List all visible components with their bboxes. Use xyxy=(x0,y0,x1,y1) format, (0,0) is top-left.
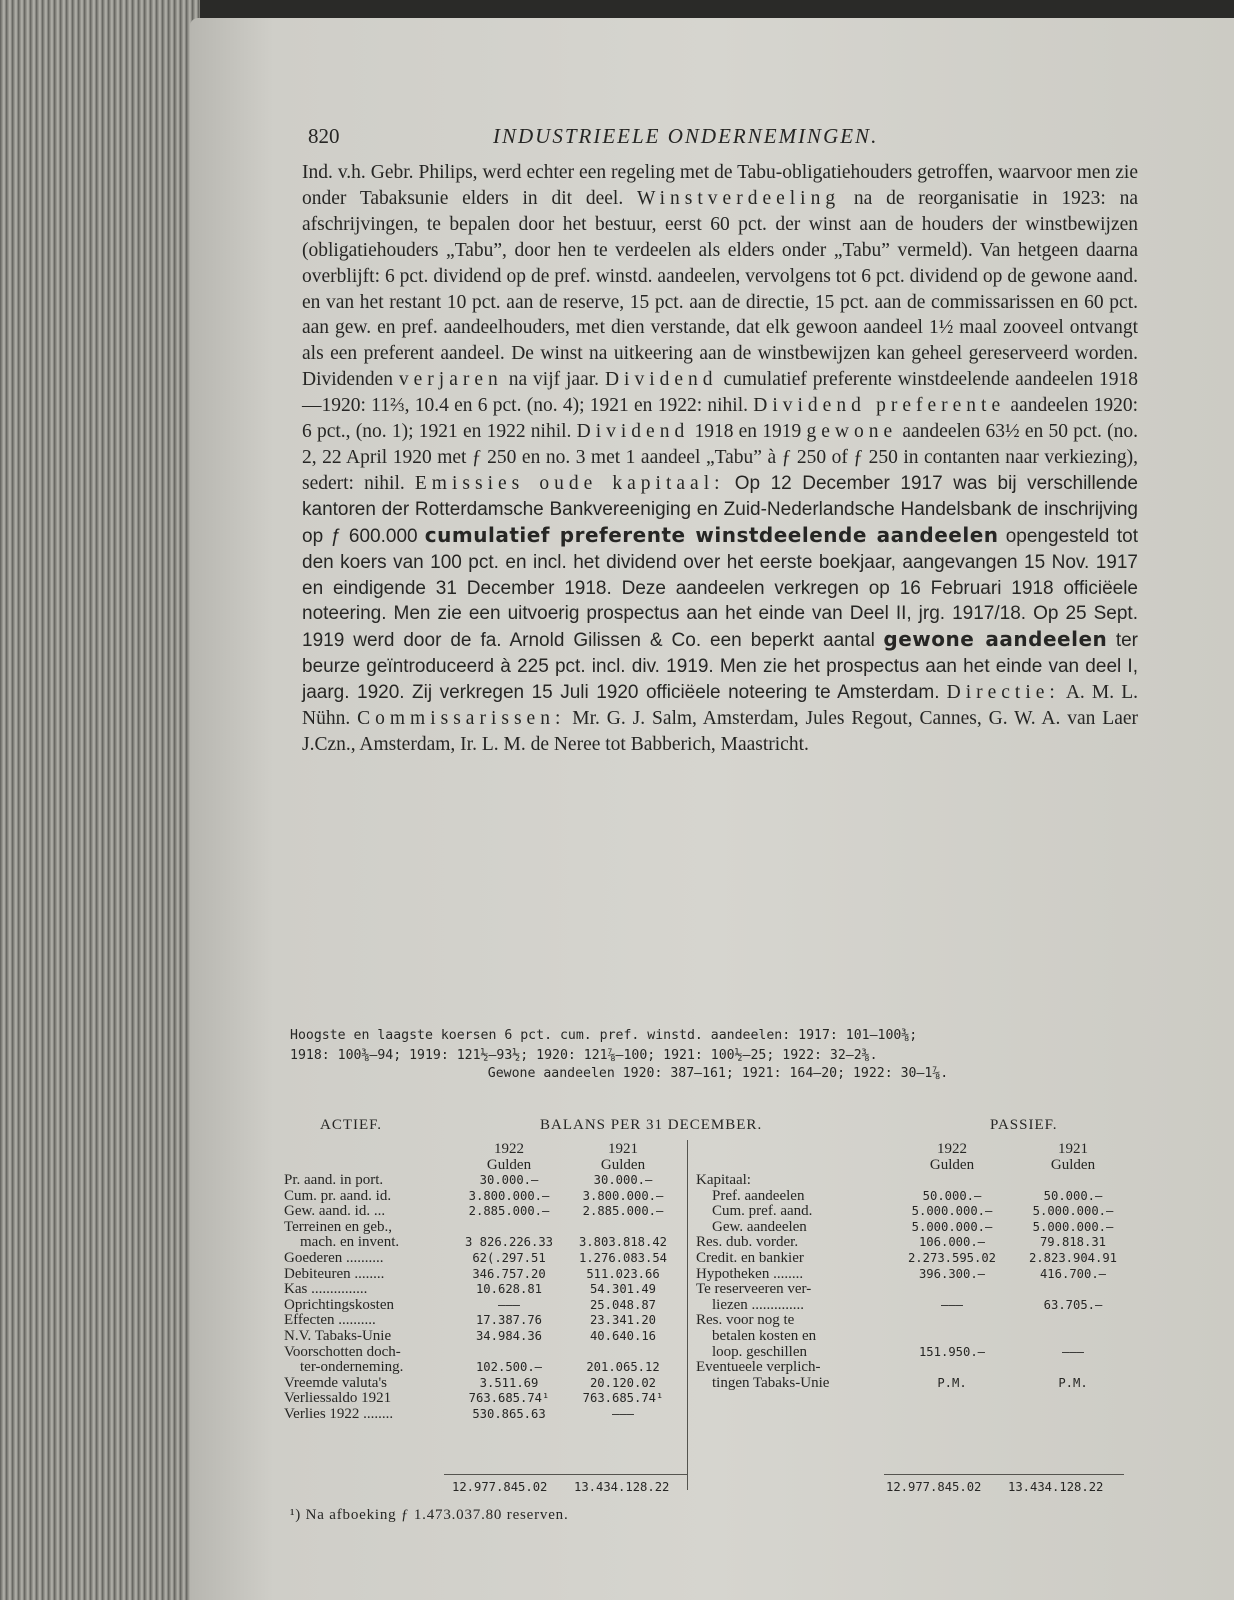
value-1921: 23.341.20 xyxy=(589,1313,657,1328)
value-1922: 530.865.63 xyxy=(472,1406,546,1421)
value-1921: 50.000.— xyxy=(1043,1188,1103,1203)
value-1922: 10.628.81 xyxy=(475,1282,543,1297)
actief-row xyxy=(284,1204,680,1220)
price-quotes-hoogste-cont: 1918: 100⅜—94; 1919: 121½—93½; 1920: 121⅞—100; 1921: 100½—25; 1922: 32—2⅜. xyxy=(290,1048,878,1063)
actief-row xyxy=(284,1189,680,1205)
row-label: N.V. Tabaks-Unie xyxy=(284,1328,392,1344)
value-1921 xyxy=(1012,1329,1134,1345)
row-label: Voorschotten doch- xyxy=(284,1344,401,1360)
value-1922 xyxy=(892,1173,1012,1189)
row-label: Cum. pr. aand. id. xyxy=(284,1188,392,1204)
row-label: Vreemde valuta's xyxy=(284,1375,388,1391)
body-paragraph xyxy=(302,160,1138,758)
value-1922: 2.885.000.— xyxy=(468,1204,550,1219)
footnote-text: Na afboeking ƒ 1.473.037.80 reserven. xyxy=(305,1507,569,1523)
footnote-marker: ¹) xyxy=(290,1507,302,1523)
actief-row xyxy=(284,1360,680,1376)
passief-column-headers xyxy=(696,1142,1134,1173)
balance-sheet xyxy=(284,1118,1134,1538)
row-label: Goederen .......... xyxy=(284,1250,384,1266)
text-segment: Ind. v.h. Gebr. Philips, werd echter een regeling met de Tabu-obligatiehouders getroffen, waarvoor men zie onder Tabaksunie elders in dit deel. xyxy=(302,162,1138,209)
row-label: Verliessaldo 1921 xyxy=(284,1391,392,1407)
row-label: Verlies 1922 ........ xyxy=(284,1406,394,1422)
row-label: Gew. aand. id. ... xyxy=(284,1204,386,1220)
row-label: loop. geschillen xyxy=(712,1344,807,1360)
value-1921: 20.120.02 xyxy=(589,1375,657,1390)
row-label: Te reserveeren ver- xyxy=(696,1282,812,1298)
spaced-heading-commissarissen: Commissarissen: xyxy=(357,708,566,730)
balance-title: BALANS PER 31 DECEMBER. xyxy=(540,1117,763,1133)
year-header: 1922 xyxy=(494,1141,524,1157)
row-label: Credit. en bankier xyxy=(696,1250,804,1266)
actief-row xyxy=(284,1391,680,1407)
value-1922: 151.950.— xyxy=(918,1344,986,1359)
page-number: 820 xyxy=(308,124,340,148)
actief-row xyxy=(284,1235,680,1251)
row-label: Gew. aandeelen xyxy=(712,1219,807,1235)
row-label: Pref. aandeelen xyxy=(712,1188,805,1204)
value-1922: 763.685.74¹ xyxy=(468,1391,550,1406)
passief-row xyxy=(696,1251,1134,1267)
value-1921: 25.048.87 xyxy=(589,1297,657,1312)
total-actief-1921: 13.434.128.22 xyxy=(574,1480,670,1494)
value-1921: ——— xyxy=(611,1406,634,1421)
value-1922: ——— xyxy=(497,1297,520,1312)
value-1922: ——— xyxy=(940,1297,963,1312)
value-1922: 5.000.000.— xyxy=(911,1204,993,1219)
actief-row xyxy=(284,1329,680,1345)
passief-row xyxy=(696,1298,1134,1314)
value-1921 xyxy=(566,1345,680,1361)
footnote xyxy=(290,1507,569,1524)
value-1922: 34.984.36 xyxy=(475,1328,543,1343)
value-1921: 2.823.904.91 xyxy=(1028,1250,1118,1265)
passief-row xyxy=(696,1376,1134,1392)
value-1921: 416.700.— xyxy=(1039,1266,1107,1281)
value-1922 xyxy=(892,1360,1012,1376)
value-1922: 2.273.595.02 xyxy=(907,1250,997,1265)
balance-divider xyxy=(687,1140,688,1490)
value-1921 xyxy=(1012,1173,1134,1189)
total-passief-1921: 13.434.128.22 xyxy=(1008,1480,1104,1494)
row-label: Kapitaal: xyxy=(696,1173,751,1188)
actief-row xyxy=(284,1220,680,1236)
totals-rule-right xyxy=(884,1474,1124,1475)
passief-row xyxy=(696,1173,1134,1189)
value-1921: 1.276.083.54 xyxy=(578,1250,668,1265)
value-1922: 30.000.— xyxy=(479,1173,539,1187)
value-1922 xyxy=(452,1345,566,1361)
passief-row xyxy=(696,1282,1134,1298)
value-1922: 50.000.— xyxy=(922,1188,982,1203)
text-segment: na vijf jaar. xyxy=(508,369,600,391)
value-1922: 346.757.20 xyxy=(472,1266,546,1281)
value-1922: 3.800.000.— xyxy=(468,1188,550,1203)
value-1921: 63.705.— xyxy=(1043,1297,1103,1312)
actief-side xyxy=(284,1142,680,1423)
value-1921: 79.818.31 xyxy=(1039,1235,1107,1250)
text-segment: aandeelen 1920: 6 pct., (no. 1); 1921 en 1922 nihil. xyxy=(302,395,1139,443)
text-segment: Mr. G. J. Salm, Amsterdam, Jules Regout, Cannes, G. W. A. van Laer J.Czn., Amsterdam, Ir. L. M. de Neree tot Babberich, Maastricht. xyxy=(302,708,1139,755)
actief-rows xyxy=(284,1173,680,1423)
passief-row xyxy=(696,1345,1134,1361)
value-1922: 5.000.000.— xyxy=(911,1219,993,1234)
value-1921: 40.640.16 xyxy=(589,1328,657,1343)
text-segment: Op 12 December 1917 was bij verschillende kantoren der Rotterdamsche Bankvereeniging en Zuid-Nederlandsche Handelsbank de inschrijving op ƒ 600.000 xyxy=(302,472,1138,547)
value-1921 xyxy=(1012,1313,1134,1329)
actief-row xyxy=(284,1173,680,1189)
value-1921 xyxy=(1012,1360,1134,1376)
actief-row xyxy=(284,1407,680,1423)
value-1922: 17.387.76 xyxy=(475,1313,543,1328)
text-segment: na de reorganisatie in 1923: na afschrijvingen, te bepalen door het bestuur, eerst 60 pct. der winst aan de houders der winstbewijzen (obligatiehouders „Tabu”, door hen te verdeelen als elders onder „Tabu” vermeld). Van hetgeen daarna overblijft: 6 pct. dividend op de pref. winstd. aandeelen, vervolgens tot 6 pct. dividend op de gewone aand. en van het restant 10 pct. aan de reserve, 15 pct. aan de directie, 15 pct. aan de commissarissen en 60 pct. aan gew. en pref. aandeelhouders, met dien verstande, dat elk gewoon aandeel 1½ maal zooveel ontvangt als een preferent aandeel. De winst na uitkeering aan de winstbewijzen kan geheel gereserveerd worden. Dividenden xyxy=(302,187,1139,391)
row-label: Pr. aand. in port. xyxy=(284,1173,384,1188)
spaced-heading-dividend-preferente: Dividend preferente xyxy=(753,395,1006,417)
actief-row xyxy=(284,1376,680,1392)
value-1922 xyxy=(892,1329,1012,1345)
row-label: Terreinen en geb., xyxy=(284,1219,393,1235)
passief-row xyxy=(696,1267,1134,1283)
value-1921: 5.000.000.— xyxy=(1032,1219,1114,1234)
value-1921: 3.800.000.— xyxy=(582,1188,664,1203)
value-1922: 396.300.— xyxy=(918,1266,986,1281)
actief-row xyxy=(284,1345,680,1361)
spaced-heading-emissies: Emissies oude kapitaal: xyxy=(414,472,725,494)
text-segment: opengesteld tot den koers van 100 pct. en incl. het dividend over het eerste boekjaar, aangevangen 15 Nov. 1917 en eindigende 31 December 1918. Deze aandeelen verkregen op 16 Februari 1918 officiëele noteering. Men zie een uitvoerig prospectus aan het einde van Deel II, jrg. 1917/18. Op 25 Sept. 1919 werd door de fa. Arnold Gilissen & Co. een beperkt aantal xyxy=(302,525,1138,652)
spaced-heading-directie: Directie: xyxy=(946,682,1060,704)
value-1921: 54.301.49 xyxy=(589,1282,657,1297)
passief-row xyxy=(696,1313,1134,1329)
row-label: Debiteuren ........ xyxy=(284,1266,385,1282)
value-1921: 201.065.12 xyxy=(586,1360,660,1375)
row-label: Effecten .......... xyxy=(284,1313,376,1329)
balance-titles xyxy=(284,1118,1134,1138)
value-1921: 5.000.000.— xyxy=(1032,1204,1114,1219)
value-1922 xyxy=(892,1313,1012,1329)
text-segment: 1918 en 1919 xyxy=(694,421,802,443)
spaced-heading-dividend: Dividend xyxy=(604,369,718,391)
row-label: liezen .............. xyxy=(712,1297,805,1313)
value-1922 xyxy=(892,1282,1012,1298)
value-1922: P.M. xyxy=(937,1375,967,1390)
row-label: Res. dub. vorder. xyxy=(696,1235,799,1251)
row-label: Hypotheken ........ xyxy=(696,1266,804,1282)
actief-row xyxy=(284,1298,680,1314)
book-page-edges xyxy=(0,0,200,1600)
text-segment: cumulatief preferente winstdeelende aandeelen 1918—1920: 11⅔, 10.4 en 6 pct. (no. 4); 1921 en 1922: nihil. xyxy=(302,369,1139,417)
price-quotes-hoogste: Hoogste en laagste koersen 6 pct. cum. pref. winstd. aandeelen: 1917: 101—100⅜; xyxy=(290,1028,918,1043)
row-label: Kas ............... xyxy=(284,1282,368,1298)
year-header: 1921 xyxy=(608,1141,638,1157)
totals-rule-left xyxy=(444,1474,688,1475)
bold-heading-gewone-aandeelen: gewone aandeelen xyxy=(883,627,1108,652)
passief-row xyxy=(696,1189,1134,1205)
text-segment: aandeelen 63½ en 50 pct. (no. 2, 22 April 1920 met ƒ 250 en no. 3 met 1 aandeel „Tabu” à ƒ 250 of ƒ 250 in contanten naar verkiezing), sedert: nihil. xyxy=(302,421,1139,494)
passief-side xyxy=(696,1142,1134,1391)
total-passief-1922: 12.977.845.02 xyxy=(886,1480,982,1494)
value-1921: ——— xyxy=(1061,1344,1084,1359)
passief-row xyxy=(696,1360,1134,1376)
text-segment: ter beurze geïntroduceerd à 225 pct. incl. div. 1919. Men zie het prospectus aan het einde van deel I, jaarg. 1920. Zij verkregen 15 Juli 1920 officiëele noteering te Amsterdam. xyxy=(302,630,1139,704)
row-label: Oprichtingskosten xyxy=(284,1297,394,1313)
value-1921 xyxy=(566,1220,680,1236)
bold-heading-cumulatief: cumulatief preferente winstdeelende aandeelen xyxy=(424,522,999,547)
value-1921: P.M. xyxy=(1058,1375,1088,1390)
spaced-heading-gewone: gewone xyxy=(806,421,898,443)
unit-header: Gulden xyxy=(929,1156,975,1173)
value-1922 xyxy=(452,1220,566,1236)
book-page xyxy=(190,18,1234,1600)
spaced-heading-winstverdeeling: Winstverdeeling xyxy=(637,187,841,209)
actief-column-headers xyxy=(284,1142,680,1173)
value-1922: 62(.297.51 xyxy=(472,1250,546,1265)
row-label: betalen kosten en xyxy=(712,1328,817,1344)
passief-title: PASSIEF. xyxy=(990,1117,1058,1133)
row-label: Res. voor nog te xyxy=(696,1313,795,1329)
row-label: ter-onderneming. xyxy=(300,1360,404,1376)
row-label: Eventueele verplich- xyxy=(696,1360,821,1376)
passief-rows xyxy=(696,1173,1134,1391)
year-header: 1922 xyxy=(937,1141,967,1157)
price-quotes-gewone: Gewone aandeelen 1920: 387—161; 1921: 164—20; 1922: 30—1⅞. xyxy=(487,1066,949,1081)
page-header xyxy=(308,106,1208,146)
row-label: Cum. pref. aand. xyxy=(712,1204,813,1220)
value-1921: 30.000.— xyxy=(593,1173,653,1187)
unit-header: Gulden xyxy=(600,1156,646,1173)
value-1922: 3 826.226.33 xyxy=(464,1235,554,1250)
year-header: 1921 xyxy=(1058,1141,1088,1157)
value-1921 xyxy=(1012,1282,1134,1298)
spaced-heading-dividend: Dividend xyxy=(576,421,690,443)
passief-row xyxy=(696,1204,1134,1220)
unit-header: Gulden xyxy=(1050,1156,1096,1173)
passief-row xyxy=(696,1235,1134,1251)
value-1922: 102.500.— xyxy=(475,1360,543,1375)
actief-row xyxy=(284,1313,680,1329)
row-label: tingen Tabaks-Unie xyxy=(712,1375,830,1391)
passief-row xyxy=(696,1329,1134,1345)
spaced-heading-verjaren: verjaren xyxy=(398,369,503,391)
actief-row xyxy=(284,1267,680,1283)
actief-row xyxy=(284,1251,680,1267)
unit-header: Gulden xyxy=(486,1156,532,1173)
text-segment: A. M. L. Nühn. xyxy=(302,682,1138,730)
actief-title: ACTIEF. xyxy=(320,1117,383,1133)
total-actief-1922: 12.977.845.02 xyxy=(452,1480,548,1494)
value-1921: 511.023.66 xyxy=(586,1266,660,1281)
value-1921: 2.885.000.— xyxy=(582,1204,664,1219)
value-1922: 3.511.69 xyxy=(479,1375,539,1390)
value-1922: 106.000.— xyxy=(918,1235,986,1250)
price-quotes xyxy=(290,1027,1146,1083)
actief-row xyxy=(284,1282,680,1298)
value-1921: 3.803.818.42 xyxy=(578,1235,668,1250)
passief-row xyxy=(696,1220,1134,1236)
running-title: INDUSTRIEELE ONDERNEMINGEN. xyxy=(493,124,879,148)
row-label: mach. en invent. xyxy=(300,1235,400,1251)
value-1921: 763.685.74¹ xyxy=(582,1391,664,1406)
